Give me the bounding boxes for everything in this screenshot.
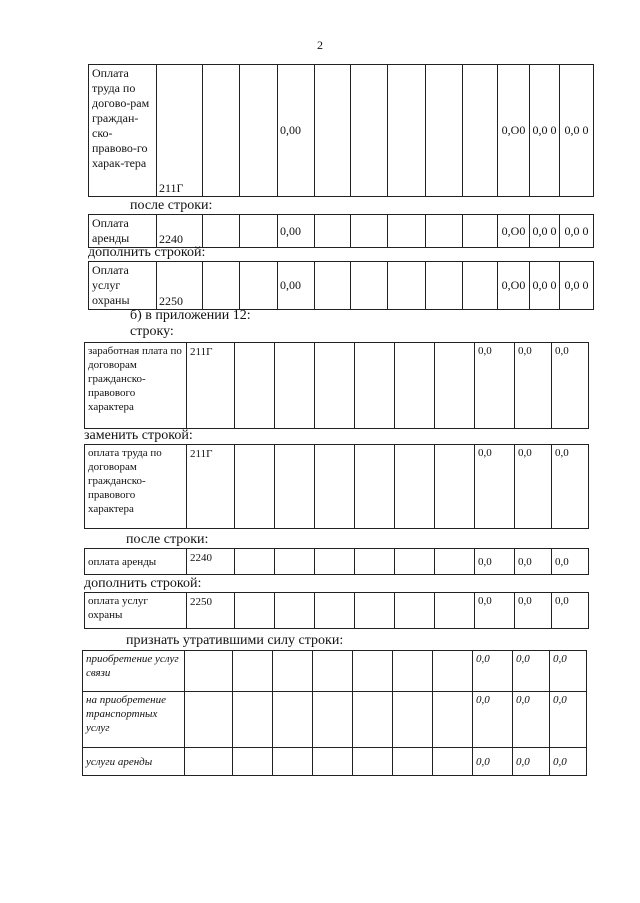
value-cell: 0,0 bbox=[515, 593, 552, 629]
value-cell: 0,0 bbox=[550, 748, 587, 776]
row-name: на приобретение транспортных услуг bbox=[83, 692, 185, 748]
value-cell: 0,00 bbox=[278, 215, 315, 248]
row-code: 2240 bbox=[157, 215, 203, 248]
row-name: оплата услуг охраны bbox=[85, 593, 187, 629]
value-cell: 0,О0 bbox=[498, 262, 530, 310]
table-b-row3 bbox=[84, 548, 589, 575]
row-code: 2250 bbox=[157, 262, 203, 310]
value-cell: 0,0 bbox=[473, 651, 513, 692]
value-cell: 0,0 bbox=[515, 445, 552, 529]
value-cell: 0,0 bbox=[550, 651, 587, 692]
label-app12: б) в приложении 12: bbox=[130, 308, 251, 323]
row-name: Оплата аренды bbox=[89, 215, 157, 248]
row-name: оплата аренды bbox=[85, 549, 187, 575]
value-cell: 0,О0 bbox=[498, 215, 530, 248]
value-cell: 0,0 0 bbox=[560, 65, 594, 197]
row-code: 211Г bbox=[187, 343, 235, 429]
table-a-row1 bbox=[88, 64, 594, 197]
row-code: 211Г bbox=[187, 445, 235, 529]
value-cell: 0,00 bbox=[278, 65, 315, 197]
label-dopolnit-strokoi-2: дополнить строкой: bbox=[84, 576, 202, 591]
row-name: Оплата труда по догово-рам граждан-ско-правово-го харак-тера bbox=[89, 65, 157, 197]
label-dopolnit-strokoi: дополнить строкой: bbox=[88, 245, 206, 260]
label-posle-stroki-2: после строки: bbox=[126, 532, 209, 547]
table-b-lost-rows bbox=[82, 650, 587, 776]
value-cell: 0,0 bbox=[552, 445, 589, 529]
row-name: оплата труда по договорам гражданско-правового характера bbox=[85, 445, 187, 529]
table-b-row2 bbox=[84, 444, 589, 529]
row-code: 211Г bbox=[157, 65, 203, 197]
table-a-row2 bbox=[88, 214, 594, 248]
value-cell: 0,0 0 bbox=[530, 262, 560, 310]
table-b-row4 bbox=[84, 592, 589, 629]
value-cell: 0,00 bbox=[278, 262, 315, 310]
label-posle-stroki: после строки: bbox=[130, 198, 213, 213]
table-row bbox=[83, 651, 587, 692]
value-cell: 0,0 bbox=[515, 343, 552, 429]
row-code: 2250 bbox=[187, 593, 235, 629]
value-cell: 0,0 bbox=[552, 593, 589, 629]
value-cell: 0,0 bbox=[550, 692, 587, 748]
value-cell: 0,0 bbox=[475, 343, 515, 429]
value-cell: 0,0 bbox=[475, 445, 515, 529]
value-cell: 0,0 bbox=[475, 593, 515, 629]
value-cell: 0,0 bbox=[513, 748, 550, 776]
row-name: заработная плата по договорам гражданско-правового характера bbox=[85, 343, 187, 429]
value-cell: 0,0 bbox=[515, 549, 552, 575]
value-cell: 0,0 0 bbox=[560, 215, 594, 248]
value-cell: 0,0 bbox=[513, 651, 550, 692]
label-priznat: признать утратившими силу строки: bbox=[126, 633, 344, 648]
row-name: приобретение услуг связи bbox=[83, 651, 185, 692]
value-cell: 0,0 bbox=[552, 343, 589, 429]
page-number: 2 bbox=[317, 38, 323, 52]
table-b-row1 bbox=[84, 342, 589, 429]
label-stroku: строку: bbox=[130, 324, 174, 339]
value-cell: 0,0 bbox=[475, 549, 515, 575]
row-name: Оплата услуг охраны bbox=[89, 262, 157, 310]
value-cell: 0,0 0 bbox=[530, 65, 560, 197]
row-code: 2240 bbox=[187, 549, 235, 575]
value-cell: 0,0 bbox=[552, 549, 589, 575]
label-zamenit-strokoi: заменить строкой: bbox=[84, 428, 193, 443]
row-name: услуги аренды bbox=[83, 748, 185, 776]
table-row bbox=[83, 692, 587, 748]
table-row bbox=[83, 748, 587, 776]
value-cell: 0,0 bbox=[473, 748, 513, 776]
table-a-row3 bbox=[88, 261, 594, 310]
value-cell: 0,0 bbox=[473, 692, 513, 748]
value-cell: 0,0 0 bbox=[530, 215, 560, 248]
value-cell: 0,0 bbox=[513, 692, 550, 748]
value-cell: 0,О0 bbox=[498, 65, 530, 197]
value-cell: 0,0 0 bbox=[560, 262, 594, 310]
